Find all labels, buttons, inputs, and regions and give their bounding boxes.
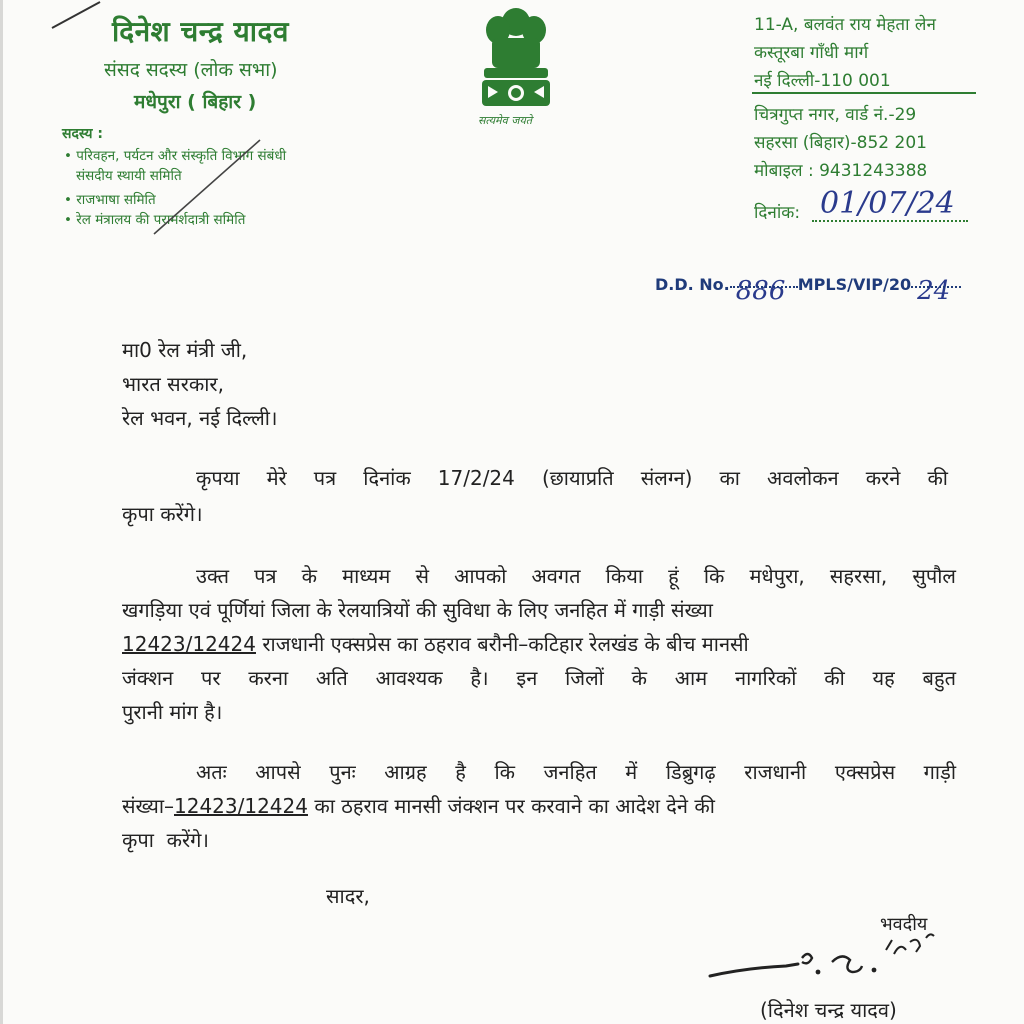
address-divider <box>752 92 976 94</box>
para2-line: उक्त पत्र के माध्यम से आपको अवगत किया हूं कि मधेपुरा, सहरसा, सुपौल <box>196 564 956 588</box>
membership-item: • राजभाषा समिति <box>64 192 156 208</box>
para3-line2-rest: का ठहराव मानसी जंक्शन पर करवाने का आदेश देने की <box>307 794 715 818</box>
strikethrough-mark <box>150 138 270 238</box>
closing-yours: भवदीय <box>880 914 928 935</box>
dd-prefix: D.D. No. <box>655 275 730 294</box>
date-dotted-line <box>812 220 968 222</box>
local-address-line: चित्रगुप्त नगर, वार्ड नं.-29 <box>754 105 917 125</box>
para3-line: अतः आपसे पुनः आग्रह है कि जनहित में डिब्रुगढ़ राजधानी एक्सप्रेस गाड़ी <box>196 760 956 784</box>
emblem-motto: सत्यमेव जयते <box>478 114 533 127</box>
membership-title: सदस्य : <box>62 126 103 142</box>
date-label: दिनांक: <box>754 203 801 223</box>
delhi-address-line: नई दिल्ली-110 001 <box>754 71 891 91</box>
recipient-line: मा0 रेल मंत्री जी, <box>122 338 248 362</box>
mp-name: दिनेश चन्द्र यादव <box>112 15 289 48</box>
train-number: 12423/12424 <box>122 632 256 656</box>
dd-middle: MPLS/VIP/20 <box>797 275 912 294</box>
membership-item: • परिवहन, पर्यटन और संस्कृति विभाग संबंधी <box>64 148 287 164</box>
dd-year-handwritten: 24 <box>917 276 951 306</box>
pen-stroke-mark <box>48 0 108 30</box>
para1-line: कृपया मेरे पत्र दिनांक 17/2/24 (छायाप्रति संलग्न) का अवलोकन करने की <box>196 466 948 490</box>
para1-line: कृपा करेंगे। <box>122 502 203 526</box>
local-address-line: सहरसा (बिहार)-852 201 <box>754 133 927 153</box>
dd-number-line <box>655 275 961 306</box>
dd-dots <box>911 286 961 288</box>
recipient-line: भारत सरकार, <box>122 372 224 396</box>
recipient-line: रेल भवन, नई दिल्ली। <box>122 406 278 430</box>
membership-item: • रेल मंत्रालय की परामर्शदात्री समिति <box>64 212 246 228</box>
train-number: 12423/12424 <box>174 794 308 818</box>
para3-line <box>122 792 715 819</box>
dd-number-handwritten: 886 <box>735 276 786 306</box>
local-phone: मोबाइल : 9431243388 <box>754 161 928 181</box>
delhi-address-line: 11-A, बलवंत राय मेहता लेन <box>754 15 936 35</box>
closing-salutation: सादर, <box>326 884 370 908</box>
mp-constituency: मधेपुरा ( बिहार ) <box>134 91 257 113</box>
signatory-name: (दिनेश चन्द्र यादव) <box>760 998 897 1022</box>
para3-prefix: संख्या– <box>122 794 174 818</box>
para3-line: कृपा करेंगे। <box>122 828 209 852</box>
para2-line: पुरानी मांग है। <box>122 700 223 724</box>
handwritten-date: 01/07/24 <box>820 186 955 221</box>
para2-line: खगड़िया एवं पूर्णियां जिला के रेलयात्रियों की सुविधा के लिए जनहित में गाड़ी संख्या <box>122 598 713 622</box>
dd-dots <box>730 286 798 288</box>
para2-line: जंक्शन पर करना अति आवश्यक है। इन जिलों के आम नागरिकों की यह बहुत <box>122 666 956 690</box>
membership-item: संसदीय स्थायी समिति <box>76 168 182 184</box>
para2-line <box>122 630 749 657</box>
page-edge <box>0 0 3 1024</box>
delhi-address-line: कस्तूरबा गाँधी मार्ग <box>754 43 869 63</box>
para2-line3-rest: राजधानी एक्सप्रेस का ठहराव बरौनी–कटिहार रेलखंड के बीच मानसी <box>255 632 749 656</box>
mp-designation: संसद सदस्य (लोक सभा) <box>104 59 278 81</box>
signature <box>706 928 986 988</box>
